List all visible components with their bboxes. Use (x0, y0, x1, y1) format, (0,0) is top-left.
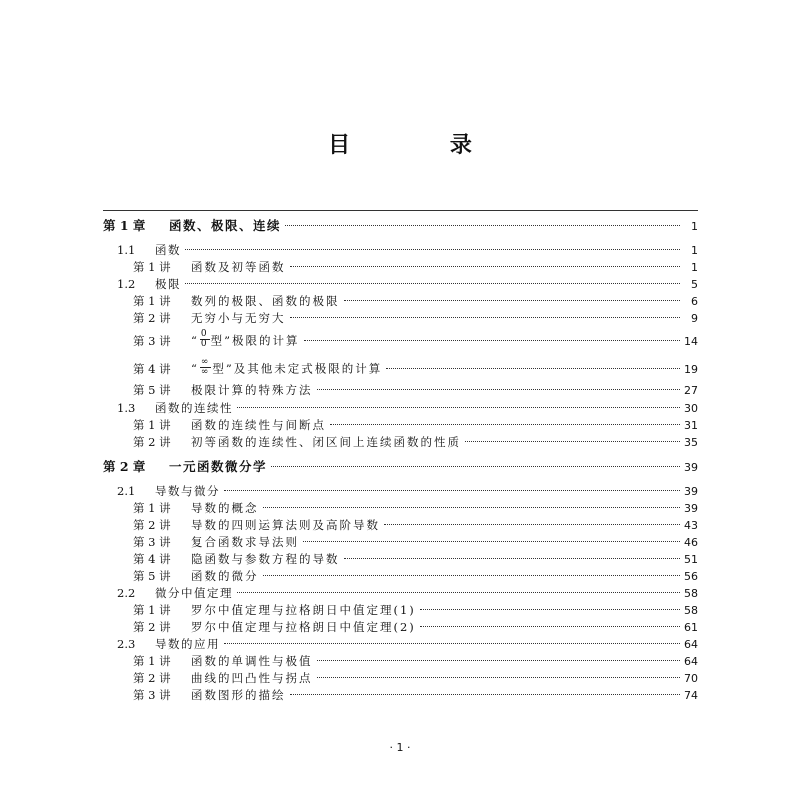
toc-lecture[interactable] (103, 602, 698, 619)
lecture-title: 函数的微分 (191, 569, 259, 583)
section-title: 函数的连续性 (155, 401, 233, 415)
toc-lecture[interactable] (103, 517, 698, 534)
fraction-numerator: 0 (200, 329, 209, 339)
dot-leader (303, 541, 680, 542)
dot-leader (271, 466, 680, 467)
chapter-title: 函数、极限、连续 (169, 218, 282, 233)
toc-chapter-1[interactable] (103, 218, 698, 235)
lecture-title: 曲线的凹凸性与拐点 (191, 671, 313, 685)
lecture-title: 隐函数与参数方程的导数 (191, 552, 340, 566)
dot-leader (304, 340, 680, 341)
lecture-title-text: 型”极限的计算 (210, 333, 300, 348)
page-number: 51 (684, 553, 698, 566)
lecture-number: 第 2 讲 (133, 311, 171, 325)
toc-lecture[interactable] (103, 259, 698, 276)
lecture-number: 第 1 讲 (133, 654, 171, 668)
page-number: 46 (684, 536, 698, 549)
section-number: 2.1 (117, 484, 136, 498)
dot-leader (290, 694, 681, 695)
toc-lecture[interactable] (103, 293, 698, 310)
section-number: 2.3 (117, 637, 136, 651)
dot-leader (344, 300, 681, 301)
page-number: 31 (684, 419, 698, 432)
toc-lecture[interactable] (103, 500, 698, 517)
lecture-number: 第 3 讲 (133, 688, 171, 702)
lecture-title: 函数及初等函数 (191, 260, 286, 274)
section-title: 微分中值定理 (155, 586, 233, 600)
lecture-title: 初等函数的连续性、闭区间上连续函数的性质 (191, 435, 461, 449)
lecture-title-text: 型”及其他未定式极限的计算 (212, 361, 383, 376)
section-number: 1.3 (117, 401, 136, 415)
toc-section-1-3[interactable] (103, 400, 698, 417)
section-title: 导数与微分 (155, 484, 220, 498)
lecture-title: 导数的四则运算法则及高阶导数 (191, 518, 380, 532)
dot-leader (290, 317, 681, 318)
page-number: 64 (684, 638, 698, 651)
toc-section-2-2[interactable] (103, 585, 698, 602)
dot-leader (285, 225, 680, 226)
chapter-number: 第 1 章 (103, 218, 146, 233)
page-number: 61 (684, 621, 698, 634)
toc-lecture[interactable] (103, 619, 698, 636)
page-number: 58 (684, 587, 698, 600)
section-title: 函数 (155, 243, 181, 257)
page-number: 39 (684, 485, 698, 498)
section-number: 2.2 (117, 586, 136, 600)
fraction-denominator: 0 (200, 339, 209, 349)
lecture-title: 数列的极限、函数的极限 (191, 294, 340, 308)
lecture-number: 第 2 讲 (133, 620, 171, 634)
page-number: 64 (684, 655, 698, 668)
toc-lecture[interactable] (103, 653, 698, 670)
page-number: 43 (684, 519, 698, 532)
lecture-title: 罗尔中值定理与拉格朗日中值定理(2) (191, 620, 416, 634)
dot-leader (344, 558, 681, 559)
page-number: 74 (684, 689, 698, 702)
toc-lecture[interactable] (103, 687, 698, 704)
lecture-number: 第 3 讲 (133, 333, 171, 348)
lecture-number: 第 5 讲 (133, 569, 171, 583)
page-number: 5 (691, 278, 698, 291)
dot-leader (237, 592, 680, 593)
page-number: 39 (684, 502, 698, 515)
toc-lecture[interactable] (103, 670, 698, 687)
dot-leader (263, 507, 681, 508)
lecture-title: 函数图形的描绘 (191, 688, 286, 702)
toc-lecture[interactable] (103, 310, 698, 327)
dot-leader (384, 524, 680, 525)
dot-leader (185, 249, 680, 250)
dot-leader (290, 266, 681, 267)
page-number: 70 (684, 672, 698, 685)
dot-leader (317, 389, 681, 390)
toc-lecture[interactable] (103, 357, 698, 379)
page-number: 56 (684, 570, 698, 583)
lecture-title: 极限计算的特殊方法 (191, 383, 313, 397)
toc-chapter-2[interactable] (103, 459, 698, 476)
lecture-number: 第 1 讲 (133, 603, 171, 617)
toc-section-1-1[interactable] (103, 242, 698, 259)
lecture-title: 函数的单调性与极值 (191, 654, 313, 668)
toc-section-2-3[interactable] (103, 636, 698, 653)
page-number: 58 (684, 604, 698, 617)
lecture-number: 第 3 讲 (133, 535, 171, 549)
fraction-numerator: ∞ (200, 357, 211, 367)
dot-leader (317, 677, 681, 678)
page-number: 1 (691, 244, 698, 257)
lecture-number: 第 2 讲 (133, 435, 171, 449)
page-title: 目 录 (328, 132, 518, 158)
page-number: 6 (691, 295, 698, 308)
page-number: 1 (691, 261, 698, 274)
dot-leader (420, 609, 680, 610)
lecture-number: 第 5 讲 (133, 383, 171, 397)
page-footer-number: · 1 · (389, 741, 411, 754)
toc-lecture[interactable] (103, 534, 698, 551)
toc-lecture[interactable] (103, 568, 698, 585)
dot-leader (420, 626, 680, 627)
toc-lecture[interactable] (103, 434, 698, 451)
toc-lecture[interactable] (103, 382, 698, 399)
page-number: 39 (684, 461, 698, 474)
page-number: 27 (684, 384, 698, 397)
lecture-title: 无穷小与无穷大 (191, 311, 286, 325)
dot-leader (263, 575, 681, 576)
section-number: 1.1 (117, 243, 136, 257)
lecture-number: 第 4 讲 (133, 552, 171, 566)
page-number: 14 (684, 334, 698, 348)
lecture-title: 复合函数求导法则 (191, 535, 299, 549)
lecture-title: 导数的概念 (191, 501, 259, 515)
chapter-title: 一元函数微分学 (169, 459, 268, 474)
lecture-number: 第 2 讲 (133, 518, 171, 532)
dot-leader (465, 441, 680, 442)
page-number: 9 (691, 312, 698, 325)
lecture-number: 第 1 讲 (133, 294, 171, 308)
dot-leader (386, 368, 680, 369)
fraction-zero-over-zero (200, 330, 210, 349)
dot-leader (317, 660, 681, 661)
quote-open: “ (191, 361, 199, 376)
toc-lecture[interactable] (103, 329, 698, 351)
lecture-title: 函数的连续性与间断点 (191, 418, 326, 432)
title-rule (103, 210, 698, 211)
lecture-title (191, 329, 300, 351)
section-title: 导数的应用 (155, 637, 220, 651)
lecture-number: 第 4 讲 (133, 361, 171, 376)
dot-leader (185, 283, 680, 284)
page-number: 30 (684, 402, 698, 415)
lecture-number: 第 1 讲 (133, 501, 171, 515)
page-number: 1 (691, 220, 698, 233)
lecture-title: 罗尔中值定理与拉格朗日中值定理(1) (191, 603, 416, 617)
toc-section-2-1[interactable] (103, 483, 698, 500)
lecture-title (191, 357, 383, 379)
chapter-number: 第 2 章 (103, 459, 146, 474)
toc-lecture[interactable] (103, 551, 698, 568)
quote-open: “ (191, 333, 199, 348)
lecture-number: 第 2 讲 (133, 671, 171, 685)
dot-leader (330, 424, 680, 425)
dot-leader (224, 643, 680, 644)
dot-leader (224, 490, 680, 491)
page-number: 19 (684, 362, 698, 376)
lecture-number: 第 1 讲 (133, 260, 171, 274)
dot-leader (237, 407, 680, 408)
section-number: 1.2 (117, 277, 136, 291)
lecture-number: 第 1 讲 (133, 418, 171, 432)
section-title: 极限 (155, 277, 181, 291)
toc-section-1-2[interactable] (103, 276, 698, 293)
toc-lecture[interactable] (103, 417, 698, 434)
fraction-denominator: ∞ (200, 367, 211, 377)
fraction-infinity-over-infinity (200, 358, 212, 377)
page-number: 35 (684, 436, 698, 449)
